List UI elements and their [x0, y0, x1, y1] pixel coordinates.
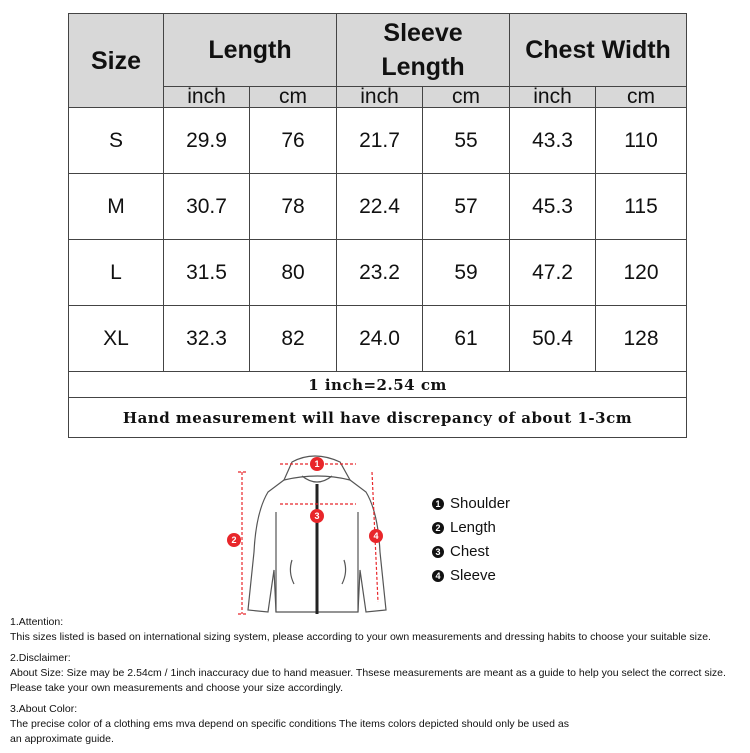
chest-cm-cell: 110	[596, 108, 687, 174]
size-cell: M	[69, 174, 164, 240]
disclaimer-text-1: About Size: Size may be 2.54cm / 1inch inaccuracy due to hand measuer. Thsese measurements are meant as a guide to help you select the correct size.	[10, 667, 726, 679]
header-length: Length	[164, 14, 337, 87]
unit-cell: cm	[250, 87, 337, 108]
legend-item	[432, 566, 510, 590]
legend-label: Length	[450, 519, 496, 536]
sleeve-cm-cell: 61	[423, 306, 510, 372]
length-inch-cell: 32.3	[164, 306, 250, 372]
legend-number: 4	[432, 570, 444, 582]
diagram-legend	[432, 494, 510, 590]
header-size: Size	[69, 14, 164, 108]
measurement-lines	[238, 464, 378, 614]
disclaimer-block	[10, 651, 748, 696]
color-text-1: The precise color of a clothing ems mva depend on specific conditions The items colors depicted should only be used as	[10, 718, 569, 730]
sleeve-inch-cell: 24.0	[337, 306, 423, 372]
table-row	[69, 174, 687, 240]
legend-label: Shoulder	[450, 495, 511, 512]
sleeve-cm-cell: 59	[423, 240, 510, 306]
sleeve-cm-cell: 55	[423, 108, 510, 174]
sleeve-cm-cell: 57	[423, 174, 510, 240]
color-title: 3.About Color:	[10, 703, 78, 715]
size-cell: S	[69, 108, 164, 174]
header-sleeve-line2: Length	[381, 53, 465, 81]
chest-inch-cell: 47.2	[510, 240, 596, 306]
disclaimer-title: 2.Disclaimer:	[10, 652, 71, 664]
unit-cell: cm	[596, 87, 687, 108]
jacket-measurement-diagram	[222, 452, 400, 624]
discrepancy-note: Hand measurement will have discrepancy of about 1-3cm	[69, 398, 687, 438]
unit-cell: cm	[423, 87, 510, 108]
length-cm-cell: 78	[250, 174, 337, 240]
unit-cell: inch	[510, 87, 596, 108]
length-inch-cell: 29.9	[164, 108, 250, 174]
chest-cm-cell: 120	[596, 240, 687, 306]
unit-cell: inch	[164, 87, 250, 108]
notes-section	[10, 615, 748, 753]
legend-number: 2	[432, 522, 444, 534]
chest-cm-cell: 128	[596, 306, 687, 372]
legend-label: Chest	[450, 543, 490, 560]
attention-text: This sizes listed is based on international sizing system, please according to your own measurements and dressing habits to choose your suitable size.	[10, 631, 711, 643]
length-cm-cell: 76	[250, 108, 337, 174]
disclaimer-text-2: Please take your own measurements and choose your size accordingly.	[10, 682, 344, 694]
attention-block	[10, 615, 748, 645]
unit-cell: inch	[337, 87, 423, 108]
color-text-2: an approximate guide.	[10, 733, 114, 745]
table-row	[69, 306, 687, 372]
length-cm-cell: 80	[250, 240, 337, 306]
marker-2: 2	[231, 535, 237, 545]
size-cell: XL	[69, 306, 164, 372]
chest-inch-cell: 45.3	[510, 174, 596, 240]
measurement-markers	[227, 457, 383, 547]
legend-item	[432, 494, 510, 518]
conversion-row	[69, 372, 687, 398]
legend-label: Sleeve	[450, 567, 496, 584]
legend-item	[432, 542, 510, 566]
size-cell: L	[69, 240, 164, 306]
header-chest-width: Chest Width	[510, 14, 687, 87]
header-sleeve-length	[337, 14, 510, 87]
conversion-note: 1 inch=2.54 cm	[69, 372, 687, 398]
legend-item	[432, 518, 510, 542]
length-cm-cell: 82	[250, 306, 337, 372]
sleeve-inch-cell: 22.4	[337, 174, 423, 240]
chest-inch-cell: 50.4	[510, 306, 596, 372]
table-row	[69, 240, 687, 306]
chest-inch-cell: 43.3	[510, 108, 596, 174]
legend-number: 3	[432, 546, 444, 558]
size-chart-table	[68, 13, 687, 438]
legend-number: 1	[432, 498, 444, 510]
header-sleeve-line1: Sleeve	[383, 19, 463, 47]
header-row	[69, 14, 687, 87]
marker-4: 4	[373, 531, 379, 541]
marker-3: 3	[314, 511, 320, 521]
discrepancy-row	[69, 398, 687, 438]
chest-cm-cell: 115	[596, 174, 687, 240]
length-inch-cell: 31.5	[164, 240, 250, 306]
color-block	[10, 702, 748, 747]
length-inch-cell: 30.7	[164, 174, 250, 240]
sleeve-inch-cell: 23.2	[337, 240, 423, 306]
attention-title: 1.Attention:	[10, 616, 64, 628]
sleeve-inch-cell: 21.7	[337, 108, 423, 174]
table-row	[69, 108, 687, 174]
marker-1: 1	[314, 459, 320, 469]
